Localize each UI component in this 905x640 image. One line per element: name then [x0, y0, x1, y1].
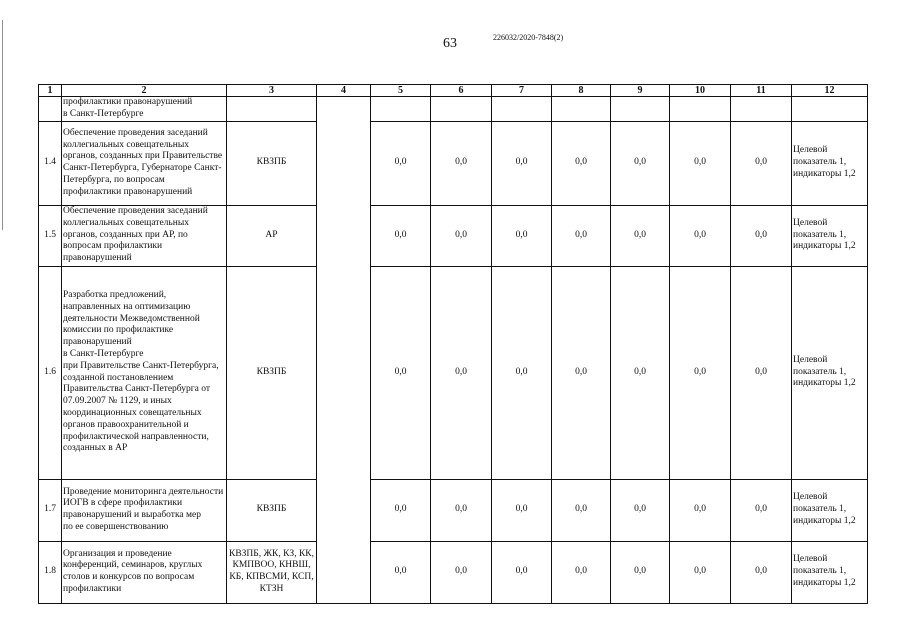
row-result: Целевой показатель 1, индикаторы 1,2	[792, 541, 868, 603]
row-value: 0,0	[670, 266, 731, 479]
row-value: 0,0	[492, 541, 552, 603]
row-value: 0,0	[431, 266, 492, 479]
row-executor: КВЗПБ	[227, 266, 317, 479]
row-name: Обеспечение проведения заседаний коллегиальных совещательных органов, созданных при АР, по вопросам профилактики правонарушений	[62, 205, 227, 266]
row-value: 0,0	[371, 205, 431, 266]
table-row	[39, 266, 868, 479]
row-name: Разработка предложений, направленных на оптимизацию деятельности Межведомственной комиссии по профилактике правонарушений в Санкт-Петербурге при Правительстве Санкт-Петербурга, созданной постановлением Правительства Санкт-Петербурга от 07.09.2007 № 1129, и иных координационных совещательных органов правоохранительной и профилактической направленности, созданных в АР	[62, 266, 227, 479]
col-header-6: 6	[431, 85, 492, 97]
row-total: 0,0	[731, 121, 792, 205]
row-value	[552, 97, 611, 122]
row-value: 0,0	[552, 205, 611, 266]
row-number: 1.7	[39, 479, 62, 541]
binding-margin-line	[2, 20, 3, 230]
row-total	[731, 97, 792, 122]
row-total: 0,0	[731, 266, 792, 479]
row-value: 0,0	[670, 205, 731, 266]
row-value: 0,0	[492, 266, 552, 479]
row-value: 0,0	[611, 205, 670, 266]
row-value: 0,0	[552, 266, 611, 479]
program-table	[38, 84, 868, 604]
row-value	[670, 97, 731, 122]
row-total: 0,0	[731, 479, 792, 541]
col-header-8: 8	[552, 85, 611, 97]
row-value	[371, 97, 431, 122]
row-number: 1.8	[39, 541, 62, 603]
row-value	[492, 97, 552, 122]
row-value: 0,0	[371, 541, 431, 603]
document-code: 226032/2020-7848(2)	[493, 33, 564, 42]
row-value: 0,0	[371, 266, 431, 479]
row-value: 0,0	[611, 541, 670, 603]
row-executor: КВЗПБ	[227, 121, 317, 205]
table-row	[39, 205, 868, 266]
row-executor: КВЗПБ, ЖК, КЗ, КК, КМПВОО, КНВШ, КБ, КПВСМИ, КСП, КТЗН	[227, 541, 317, 603]
col-header-3: 3	[227, 85, 317, 97]
row-number	[39, 97, 62, 122]
row-value: 0,0	[670, 541, 731, 603]
row-value: 0,0	[492, 479, 552, 541]
row-total: 0,0	[731, 541, 792, 603]
row-value: 0,0	[492, 121, 552, 205]
row-value: 0,0	[371, 479, 431, 541]
row-executor	[227, 97, 317, 122]
row-value: 0,0	[431, 479, 492, 541]
row-value: 0,0	[552, 121, 611, 205]
col-header-7: 7	[492, 85, 552, 97]
row-value: 0,0	[431, 541, 492, 603]
col-header-9: 9	[611, 85, 670, 97]
row-result: Целевой показатель 1, индикаторы 1,2	[792, 266, 868, 479]
table-row	[39, 479, 868, 541]
col-header-5: 5	[371, 85, 431, 97]
row-result: Целевой показатель 1, индикаторы 1,2	[792, 205, 868, 266]
col-header-2: 2	[62, 85, 227, 97]
header-row	[39, 85, 868, 97]
row-value: 0,0	[552, 479, 611, 541]
row-value	[611, 97, 670, 122]
row-value: 0,0	[552, 541, 611, 603]
row-value: 0,0	[431, 121, 492, 205]
row-value: 0,0	[492, 205, 552, 266]
row-value: 0,0	[670, 121, 731, 205]
row-result: Целевой показатель 1, индикаторы 1,2	[792, 121, 868, 205]
col-header-12: 12	[792, 85, 868, 97]
table-row	[39, 541, 868, 603]
row-value: 0,0	[611, 266, 670, 479]
row-result: Целевой показатель 1, индикаторы 1,2	[792, 479, 868, 541]
row-name: профилактики правонарушений в Санкт-Петербурге	[62, 97, 227, 122]
col-header-4: 4	[317, 85, 371, 97]
row-value: 0,0	[611, 121, 670, 205]
row-name: Организация и проведение конференций, семинаров, круглых столов и конкурсов по вопросам профилактики	[62, 541, 227, 603]
row-name: Проведение мониторинга деятельности ИОГВ в сфере профилактики правонарушений и выработка мер по ее совершенствованию	[62, 479, 227, 541]
row-number: 1.4	[39, 121, 62, 205]
row-value: 0,0	[670, 479, 731, 541]
row-executor: АР	[227, 205, 317, 266]
row-value	[431, 97, 492, 122]
col-header-11: 11	[731, 85, 792, 97]
col-header-1: 1	[39, 85, 62, 97]
column-4-cell	[317, 97, 371, 604]
page-number: 63	[443, 36, 457, 51]
row-number: 1.6	[39, 266, 62, 479]
row-value: 0,0	[431, 205, 492, 266]
row-result	[792, 97, 868, 122]
row-total: 0,0	[731, 205, 792, 266]
row-number: 1.5	[39, 205, 62, 266]
row-executor: КВЗПБ	[227, 479, 317, 541]
row-value: 0,0	[371, 121, 431, 205]
row-value: 0,0	[611, 479, 670, 541]
col-header-10: 10	[670, 85, 731, 97]
row-name: Обеспечение проведения заседаний коллегиальных совещательных органов, созданных при Правительстве Санкт-Петербурга, Губернаторе Санкт-Петербурга, по вопросам профилактики правонарушений	[62, 121, 227, 205]
table-row	[39, 97, 868, 122]
table-row	[39, 121, 868, 205]
